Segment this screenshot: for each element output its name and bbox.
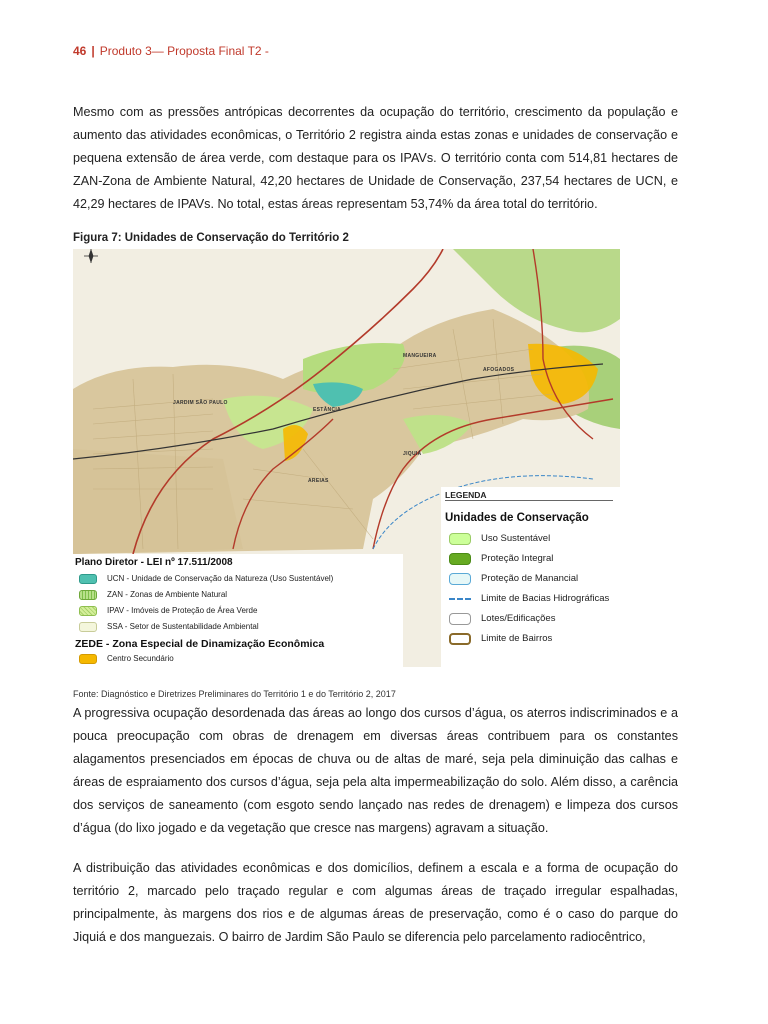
legend-label: LEGENDA [445, 490, 487, 500]
figure-caption: Figura 7: Unidades de Conservação do Território 2 [73, 232, 349, 244]
map-label-areias: AREIAS [308, 478, 329, 484]
map-label-afogados: AFOGADOS [483, 367, 515, 373]
map-label-mangueira: MANGUEIRA [403, 353, 437, 359]
legend-swatch [449, 613, 471, 625]
header-separator: | [91, 44, 95, 58]
legend-swatch [79, 622, 97, 632]
legend-swatch [79, 654, 97, 664]
legend-heading: Unidades de Conservação [445, 512, 589, 524]
legend-item-label: IPAV - Imóveis de Proteção de Área Verde [107, 606, 258, 615]
legend-swatch [449, 533, 471, 545]
conservation-map [73, 249, 620, 667]
legend-item-label: Limite de Bairros [481, 633, 553, 644]
legend-swatch [79, 590, 97, 600]
legend-item-label: Proteção Integral [481, 553, 554, 564]
paragraph-intro: Mesmo com as pressões antrópicas decorrentes da ocupação do território, crescimento da população e aumento das atividades econômicas, o Território 2 registra ainda estas zonas e unidades de conservação e pequena extensão de área verde, com destaque para os IPAVs. O território conta com 514,81 hectares de ZAN-Zona de Ambiente Natural, 42,20 hectares de Unidade de Conservação, 237,54 hectares de UCN, e 42,29 hectares de IPAVs. No total, estas áreas representam 53,74% da área total do território. [73, 105, 678, 211]
legend-swatch [449, 573, 471, 585]
legend-item-label: Centro Secundário [107, 654, 174, 663]
legend-item-label: UCN - Unidade de Conservação da Natureza (Uso Sustentável) [107, 574, 334, 583]
legend-item-label: ZAN - Zonas de Ambiente Natural [107, 590, 228, 599]
map-label-jiquia: JIQUIÁ [403, 451, 422, 457]
document-title: Produto 3— Proposta Final T2 - [99, 44, 269, 58]
legend-swatch [79, 606, 97, 616]
legend-zede-heading: ZEDE - Zona Especial de Dinamização Econômica [75, 638, 325, 650]
legend-item-label: Uso Sustentável [481, 533, 551, 544]
legend-plano-heading: Plano Diretor - LEI nº 17.511/2008 [75, 557, 233, 568]
map-label-jardim: JARDIM SÃO PAULO [173, 400, 228, 406]
legend-item-label: Lotes/Edificações [481, 613, 556, 624]
paragraph-drainage: A progressiva ocupação desordenada das áreas ao longo dos cursos d’água, os aterros indiscriminados e a pouca preocupação com obras de drenagem em diversas áreas contribuem para os constantes alagamentos presenciados em épocas de chuva ou de altas de maré, seja pela diminuição das calhas e áreas de espraiamento dos cursos d’água, seja pela alta impermeabilização do solo. Além disso, a carência dos serviços de saneamento (com esgoto sendo lançado nas redes de drenagem) e limpeza dos cursos d’água (do lixo jogado e da vegetação que cresce nas margens) agravam a situação. [73, 706, 678, 835]
legend-plano-diretor [73, 554, 403, 667]
legend-item-label: SSA - Setor de Sustentabilidade Ambiental [107, 622, 259, 631]
legend-line-dashed [449, 598, 471, 600]
legend-swatch [79, 574, 97, 584]
page-number: 46 [73, 44, 87, 58]
legend-item-label: Limite de Bacias Hidrográficas [481, 593, 610, 604]
legend-swatch [449, 553, 471, 565]
paragraph-distribution: A distribuição das atividades econômicas e dos domicílios, definem a escala e a forma de ocupação do território 2, marcado pelo traçado regular e com algumas áreas de traçado irregular espalhadas, principalmente, às margens dos rios e de algumas áreas de preservação, como é o caso do parque do Jiquiá e dos manguezais. O bairro de Jardim São Paulo se diferencia pelo parcelamento radiocêntrico, [73, 861, 678, 944]
figure-source: Fonte: Diagnóstico e Diretrizes Preliminares do Território 1 e do Território 2, 2017 [73, 689, 396, 699]
map-label-estancia: ESTÂNCIA [313, 407, 341, 413]
page-header [73, 44, 269, 58]
legend-item-label: Proteção de Manancial [481, 573, 579, 584]
legend-swatch [449, 633, 471, 645]
legend-divider [445, 500, 613, 501]
legend-conservation-units [441, 487, 620, 667]
